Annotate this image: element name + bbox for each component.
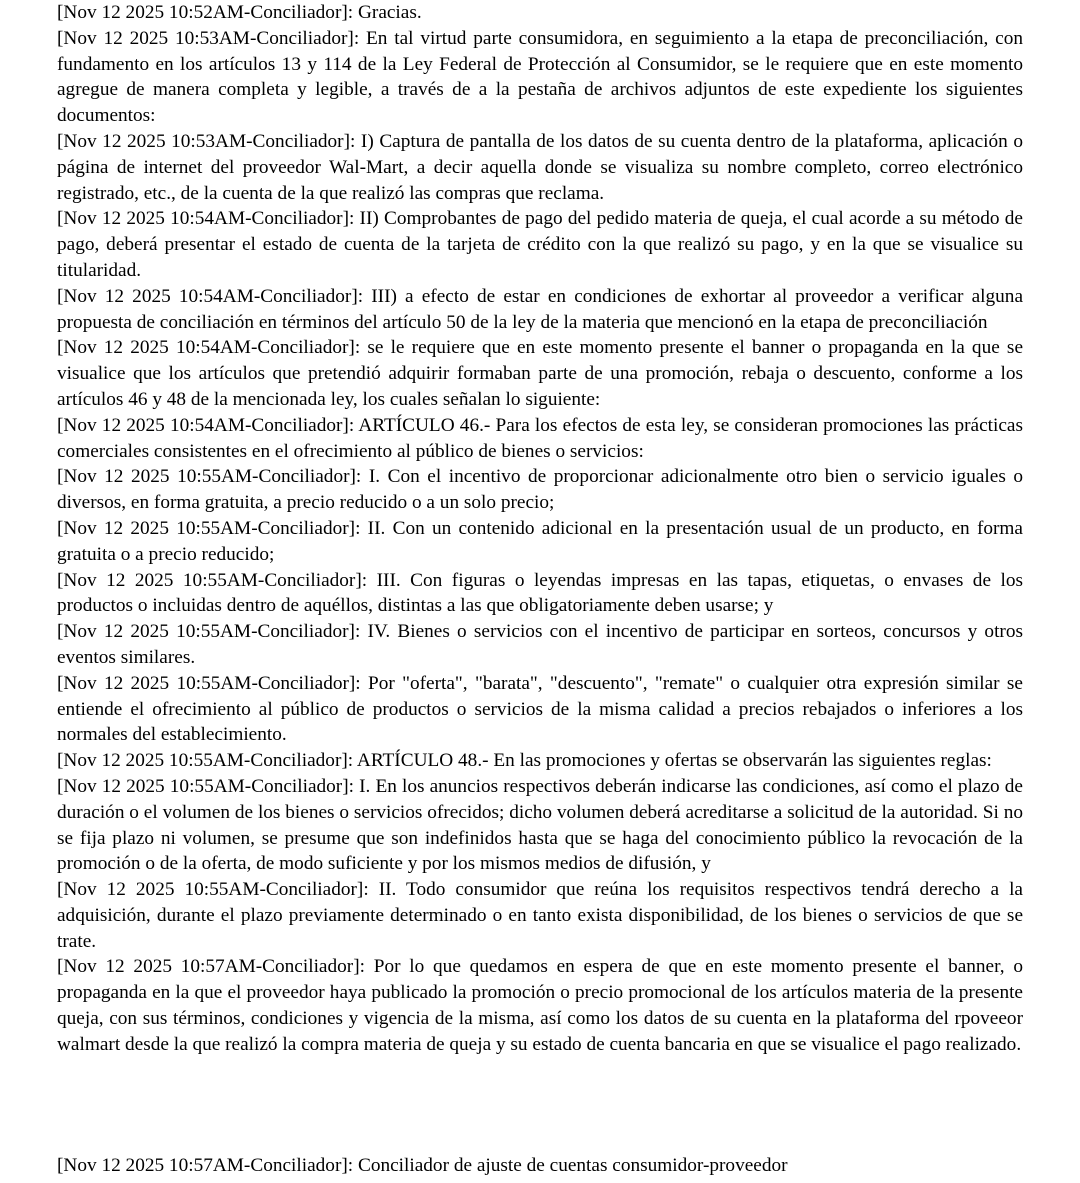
transcript-entry-4: [Nov 12 2025 10:54AM-Conciliador]: II) Comprobantes de pago del pedido materia de queja, el cual acorde a su método de pago, deberá presentar el estado de cuenta de la tarjeta de crédito con la que realizó su pago, y en la que se visualice su titularidad. <box>57 208 1023 281</box>
transcript-entry-2: [Nov 12 2025 10:53AM-Conciliador]: En tal virtud parte consumidora, en seguimiento a la etapa de preconciliación, con fundamento en los artículos 13 y 114 de la Ley Federal de Protección al Consumidor, se le requiere que en este momento agregue de manera completa y legible, a través de a la pestaña de archivos adjuntos de este expediente los siguientes documentos: <box>57 27 1023 127</box>
transcript-entry-14: [Nov 12 2025 10:55AM-Conciliador]: I. En los anuncios respectivos deberán indicarse las condiciones, así como el plazo de duración o el volumen de los bienes o servicios ofrecidos; dicho volumen deberá acreditarse a solicitud de la autoridad. Si no se fija plazo ni volumen, se presume que son indefinidos hasta que se haga del conocimiento público la revocación de la promoción o de la oferta, de modo suficiente y por los mismos medios de difusión, y <box>57 775 1023 875</box>
transcript-entry-3: [Nov 12 2025 10:53AM-Conciliador]: I) Captura de pantalla de los datos de su cuenta dentro de la plataforma, aplicación o página de internet del proveedor Wal-Mart, a decir aquella donde se visualiza su nombre completo, correo electrónico registrado, etc., de la cuenta de la que realizó las compras que reclama. <box>57 130 1023 204</box>
transcript-entry-16: [Nov 12 2025 10:57AM-Conciliador]: Por lo que quedamos en espera de que en este momento presente el banner, o propaganda en la que el proveedor haya publicado la promoción o precio promocional de los artículos materia de la presente queja, con sus términos, condiciones y vigencia de la misma, así como los datos de su cuenta en la plataforma del rpoveeor walmart desde la que realizó la compra materia de queja y su estado de cuenta bancaria en que se visualice el pago realizado. <box>57 956 1023 1055</box>
transcript-entry-5: [Nov 12 2025 10:54AM-Conciliador]: III) a efecto de estar en condiciones de exhortar al proveedor a verificar alguna propuesta de conciliación en términos del artículo 50 de la ley de la materia que mencionó en la etapa de preconciliación <box>57 285 1023 333</box>
transcript-entry-6: [Nov 12 2025 10:54AM-Conciliador]: se le requiere que en este momento presente el banner o propaganda en la que se visualice que los artículos que pretendió adquirir formaban parte de una promoción, rebaja o descuento, conforme a los artículos 46 y 48 de la mencionada ley, los cuales señalan lo siguiente: <box>57 337 1023 410</box>
transcript-entry-10: [Nov 12 2025 10:55AM-Conciliador]: III. Con figuras o leyendas impresas en las tapas, etiquetas, o envases de los productos o incluidas dentro de aquéllos, distintas a las que obligatoriamente deben usarse; y <box>57 569 1023 617</box>
transcript-entry-8: [Nov 12 2025 10:55AM-Conciliador]: I. Con el incentivo de proporcionar adicionalmente otro bien o servicio iguales o diversos, en forma gratuita, a precio reducido o a un solo precio; <box>57 466 1023 514</box>
transcript-entry-12: [Nov 12 2025 10:55AM-Conciliador]: Por "oferta", "barata", "descuento", "remate" o cualquier otra expresión similar se entiende el ofrecimiento al público de productos o servicios de la misma calidad a precios rebajados o inferiores a los normales del establecimiento. <box>57 672 1023 746</box>
transcript-entry-17: [Nov 12 2025 10:57AM-Conciliador]: Conciliador de ajuste de cuentas consumidor-proveedor <box>57 1155 788 1176</box>
chat-transcript <box>57 0 1023 1058</box>
transcript-entry-13: [Nov 12 2025 10:55AM-Conciliador]: ARTÍCULO 48.- En las promociones y ofertas se observarán las siguientes reglas: <box>57 750 992 772</box>
transcript-entry-1: [Nov 12 2025 10:52AM-Conciliador]: Gracias. <box>57 2 422 23</box>
transcript-entry-9: [Nov 12 2025 10:55AM-Conciliador]: II. Con un contenido adicional en la presentación usual de un producto, en forma gratuita o a precio reducido; <box>57 517 1023 565</box>
transcript-entry-15: [Nov 12 2025 10:55AM-Conciliador]: II. Todo consumidor que reúna los requisitos respectivos tendrá derecho a la adquisición, durante el plazo previamente determinado o en tanto exista disponibilidad, de los bienes o servicios de que se trate. <box>57 879 1023 952</box>
transcript-entry-7: [Nov 12 2025 10:54AM-Conciliador]: ARTÍCULO 46.- Para los efectos de esta ley, se consideran promociones las prácticas comerciales consistentes en el ofrecimiento al público de bienes o servicios: <box>57 414 1023 462</box>
transcript-entry-cut-off <box>57 1153 1023 1183</box>
transcript-entry-11: [Nov 12 2025 10:55AM-Conciliador]: IV. Bienes o servicios con el incentivo de participar en sorteos, concursos y otros eventos similares. <box>57 621 1023 668</box>
